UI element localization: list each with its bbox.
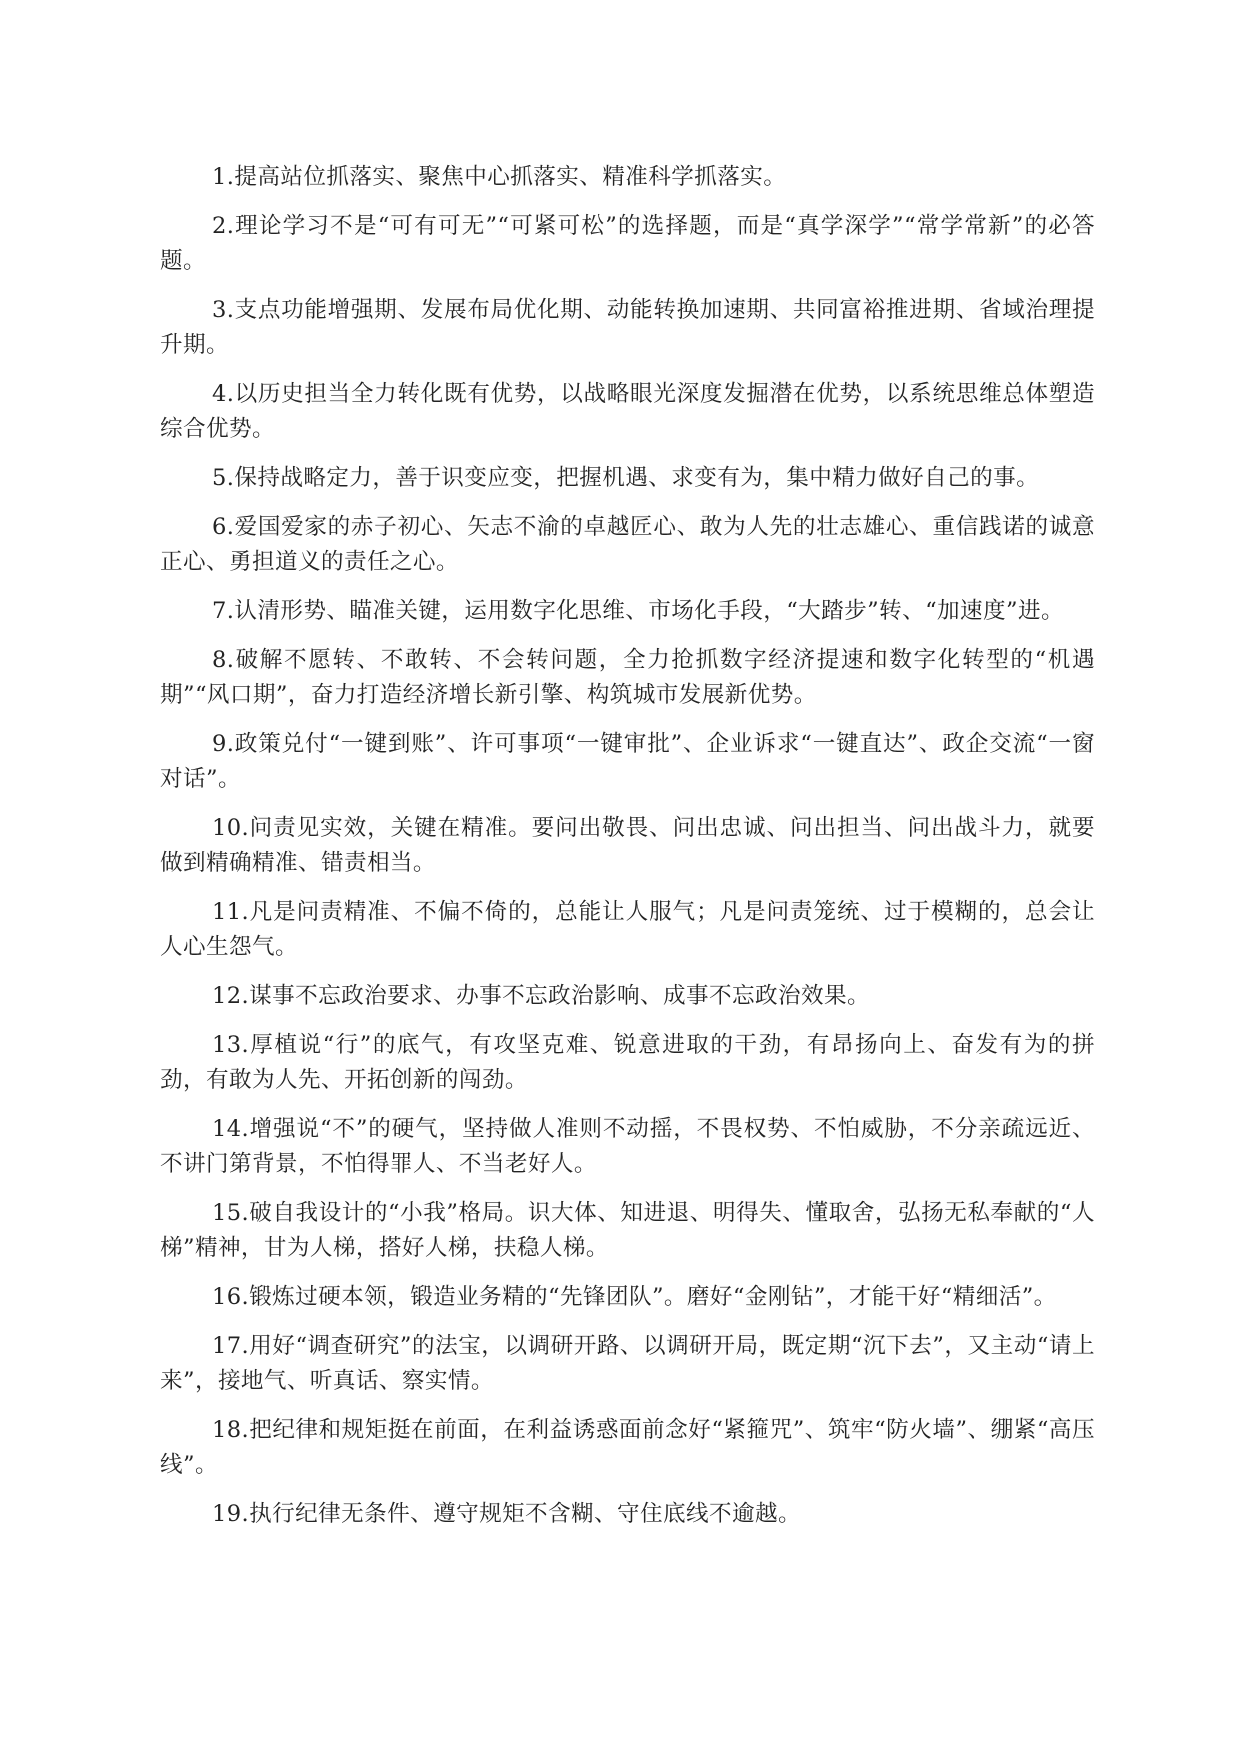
paragraph-8: 8.破解不愿转、不敢转、不会转问题，全力抢抓数字经济提速和数字化转型的“机遇期”“风口期”，奋力打造经济增长新引擎、构筑城市发展新优势。: [160, 647, 1095, 708]
paragraph-14: 14.增强说“不”的硬气，坚持做人准则不动摇，不畏权势、不怕威胁，不分亲疏远近、不讲门第背景，不怕得罪人、不当老好人。: [160, 1116, 1095, 1177]
paragraph-3: 3.支点功能增强期、发展布局优化期、动能转换加速期、共同富裕推进期、省域治理提升期。: [160, 297, 1095, 358]
paragraph-7: 7.认清形势、瞄准关键，运用数字化思维、市场化手段，“大踏步”转、“加速度”进。: [212, 598, 1064, 624]
paragraph-4: 4.以历史担当全力转化既有优势，以战略眼光深度发掘潜在优势，以系统思维总体塑造综合优势。: [160, 381, 1095, 442]
paragraph-13: 13.厚植说“行”的底气，有攻坚克难、锐意进取的干劲，有昂扬向上、奋发有为的拼劲，有敢为人先、开拓创新的闯劲。: [160, 1032, 1095, 1093]
paragraph-6: 6.爱国爱家的赤子初心、矢志不渝的卓越匠心、敢为人先的壮志雄心、重信践诺的诚意正心、勇担道义的责任之心。: [160, 514, 1095, 575]
paragraph-5: 5.保持战略定力，善于识变应变，把握机遇、求变有为，集中精力做好自己的事。: [212, 465, 1040, 491]
paragraph-12: 12.谋事不忘政治要求、办事不忘政治影响、成事不忘政治效果。: [212, 983, 870, 1009]
paragraph-1: 1.提高站位抓落实、聚焦中心抓落实、精准科学抓落实。: [212, 164, 787, 190]
paragraph-10: 10.问责见实效，关键在精准。要问出敬畏、问出忠诚、问出担当、问出战斗力，就要做到精确精准、错责相当。: [160, 815, 1095, 876]
paragraph-15: 15.破自我设计的“小我”格局。识大体、知进退、明得失、懂取舍，弘扬无私奉献的“人梯”精神，甘为人梯，搭好人梯，扶稳人梯。: [160, 1200, 1095, 1261]
paragraph-17: 17.用好“调查研究”的法宝，以调研开路、以调研开局，既定期“沉下去”，又主动“请上来”，接地气、听真话、察实情。: [160, 1333, 1095, 1394]
paragraph-19: 19.执行纪律无条件、遵守规矩不含糊、守住底线不逾越。: [212, 1501, 801, 1527]
paragraph-2: 2.理论学习不是“可有可无”“可紧可松”的选择题，而是“真学深学”“常学常新”的必答题。: [160, 213, 1095, 274]
paragraph-16: 16.锻炼过硬本领，锻造业务精的“先锋团队”。磨好“金刚钻”，才能干好“精细活”。: [212, 1284, 1057, 1310]
paragraph-11: 11.凡是问责精准、不偏不倚的，总能让人服气；凡是问责笼统、过于模糊的，总会让人心生怨气。: [160, 899, 1095, 960]
paragraph-9: 9.政策兑付“一键到账”、许可事项“一键审批”、企业诉求“一键直达”、政企交流“一窗对话”。: [160, 731, 1095, 792]
paragraph-18: 18.把纪律和规矩挺在前面，在利益诱惑面前念好“紧箍咒”、筑牢“防火墙”、绷紧“高压线”。: [160, 1417, 1095, 1478]
